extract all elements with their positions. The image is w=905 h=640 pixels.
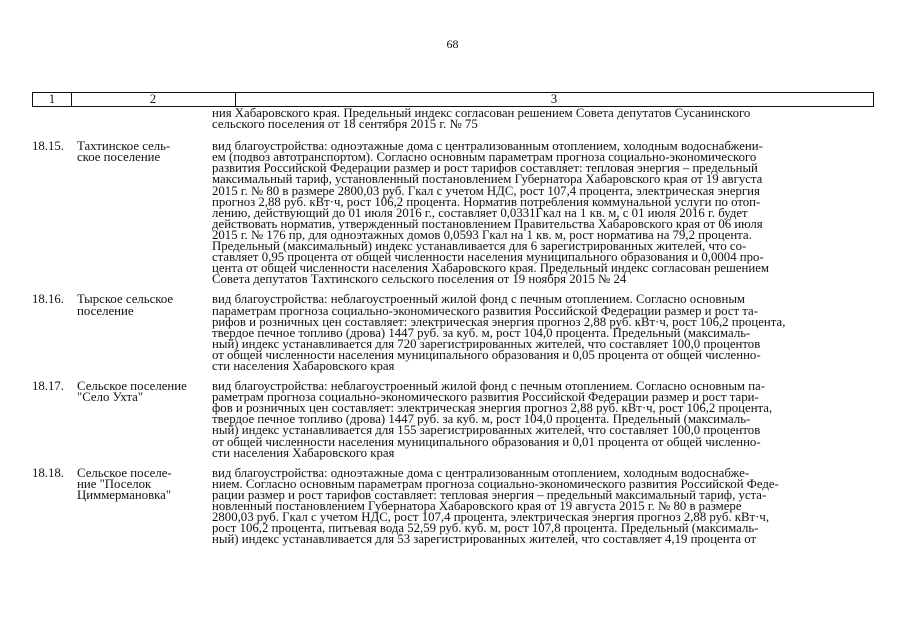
- row-number: 18.17.: [32, 379, 64, 394]
- description-line: ставляет 0,95 процента от общей численности населения муниципального образования и 0,0004 про-: [212, 250, 764, 265]
- description-line: 2015 г. № 176 пр, для одноэтажных домов 0,0593 Гкал на 1 кв. м, рост норматива на 79,2 процента.: [212, 227, 752, 242]
- row-number: 18.16.: [32, 292, 64, 307]
- settlement-name-line: Тахтинское сель-: [77, 139, 171, 154]
- description-line: действовать норматив, утвержденный постановлением Правительства Хабаровского края от 06 июля: [212, 216, 763, 231]
- row-number: 18.18.: [32, 465, 64, 480]
- settlement-name: [77, 294, 207, 316]
- description-line: сельского поселения от 18 сентября 2015 г. № 75: [212, 117, 478, 132]
- description-line: ный) индекс устанавливается для 155 зарегистрированных жителей, что составляет 100,0 процентов: [212, 423, 761, 438]
- tariff-description: [212, 465, 874, 547]
- table-row: [32, 294, 874, 372]
- description-line: вид благоустройства: неблагоустроенный жилой фонд с печным отоплением. Согласно основным па-: [212, 379, 766, 394]
- description-line: нием. Согласно основным параметрам прогноза социально-экономического развития Российской Феде-: [212, 476, 779, 491]
- description-line: 2015 г. № 80 в размере 2800,03 руб. Гкал с учетом НДС, рост 107,4 процента, электрическая энергия: [212, 183, 760, 198]
- settlement-name: [77, 141, 207, 163]
- description-line: ем (подвоз автотранспортом). Согласно основным параметрам прогноза социально-экономического: [212, 150, 757, 165]
- description-line: сти населения Хабаровского края: [212, 445, 395, 460]
- tariff-description: [212, 381, 874, 459]
- description-line: лению, действующий до 01 июля 2016 г., составляет 0,0331Гкал на 1 кв. м, с 01 июля 2016 г. будет: [212, 205, 748, 220]
- description-line: от общей численности населения муниципального образования и 0,05 процента от общей численно-: [212, 347, 761, 362]
- settlement-name-line: Циммермановка": [77, 487, 172, 502]
- description-line: вид благоустройства: одноэтажные дома с централизованным отоплением, холодным водоснабже-: [212, 465, 750, 480]
- description-line: вид благоустройства: неблагоустроенный жилой фонд с печным отоплением. Согласно основным: [212, 292, 746, 307]
- column-header-2: 2: [71, 93, 236, 106]
- description-line: ния Хабаровского края. Предельный индекс согласован решением Совета депутатов Сусанинского: [212, 106, 751, 120]
- table-body: [32, 108, 874, 545]
- tariff-description: [212, 108, 874, 130]
- description-line: цента от общей численности населения Хабаровского края. Предельный индекс согласован решением: [212, 261, 770, 276]
- description-line: фов и розничных цен составляет: электрическая энергия прогноз 2,88 руб. кВт·ч, рост 106,2 процента,: [212, 401, 773, 416]
- description-line: сти населения Хабаровского края: [212, 358, 395, 373]
- table-row: [32, 141, 874, 285]
- description-line: ный) индекс устанавливается для 53 зарегистрированных жителей, что составляет 4,19 процента от: [212, 532, 757, 547]
- description-line: рост 106,2 процента, питьевая вода 52,59 руб. куб. м, рост 107,8 процента. Предельный (максималь-: [212, 521, 759, 536]
- settlement-name: [77, 465, 207, 502]
- description-line: твердое печное топливо (дрова) 1447 руб. за куб. м, рост 104,0 процента. Предельный (максималь-: [212, 412, 751, 427]
- description-line: вид благоустройства: одноэтажные дома с централизованным отоплением, холодным водоснабжени-: [212, 139, 763, 154]
- column-header-1: 1: [33, 93, 72, 106]
- settlement-name-line: Тырское сельское: [77, 292, 174, 307]
- table-column-header: [32, 92, 874, 107]
- description-line: параметрам прогноза социально-экономического развития Российской Федерации размер и рост та-: [212, 303, 758, 318]
- settlement-name-line: "Село Ухта": [77, 390, 144, 405]
- tariff-description: [212, 141, 874, 285]
- description-line: развития Российской Федерации размер и рост тарифов составляет: тепловая энергия – предельный: [212, 161, 758, 176]
- description-line: максимальный тариф, установленный постановлением Губернатора Хабаровского края от 19 августа: [212, 172, 763, 187]
- description-line: твердое печное топливо (дрова) 1447 руб. за куб. м, рост 104,0 процента. Предельный (максималь-: [212, 325, 751, 340]
- description-line: рифов и розничных цен составляет: электрическая энергия прогноз 2,88 руб. кВт·ч, рост 106,2 процента,: [212, 314, 786, 329]
- settlement-name-line: поселение: [77, 303, 134, 318]
- description-line: от общей численности населения муниципального образования и 0,01 процента от общей численно-: [212, 434, 761, 449]
- description-line: Предельный (максимальный) индекс устанавливается для 6 зарегистрированных жителей, что со-: [212, 239, 747, 254]
- table-row: [32, 108, 874, 130]
- page-number: 68: [446, 37, 459, 51]
- description-line: раметрам прогноза социально-экономического развития Российской Федерации размер и рост тари-: [212, 390, 759, 405]
- settlement-name: [77, 381, 207, 403]
- tariff-description: [212, 294, 874, 372]
- description-line: Совета депутатов Тахтинского сельского поселения от 19 ноября 2015 № 24: [212, 272, 627, 287]
- settlement-name-line: ское поселение: [77, 150, 161, 165]
- row-number: 18.15.: [32, 139, 64, 154]
- description-line: рации размер и рост тарифов составляет: тепловая энергия – предельный максимальный тариф, уста-: [212, 487, 767, 502]
- description-line: 2800,03 руб. Гкал с учетом НДС, рост 107,4 процента, электрическая энергия прогноз 2,88 руб. кВт·ч,: [212, 510, 770, 525]
- table-row: [32, 465, 874, 547]
- settlement-name-line: Сельское поселение: [77, 379, 187, 394]
- column-header-3: 3: [550, 92, 558, 106]
- settlement-name-line: Сельское поселе-: [77, 465, 172, 480]
- table-row: [32, 381, 874, 459]
- description-line: прогноз 2,88 руб. кВт·ч, рост 106,2 процента. Норматив потребления коммунальной услуги по отоп-: [212, 194, 761, 209]
- description-line: новленный постановлением Губернатора Хабаровского края от 19 августа 2015 г. № 80 в размере: [212, 499, 742, 513]
- description-line: ный) индекс устанавливается для 720 зарегистрированных жителей, что составляет 100,0 процентов: [212, 336, 761, 351]
- settlement-name-line: ние "Поселок: [77, 476, 152, 491]
